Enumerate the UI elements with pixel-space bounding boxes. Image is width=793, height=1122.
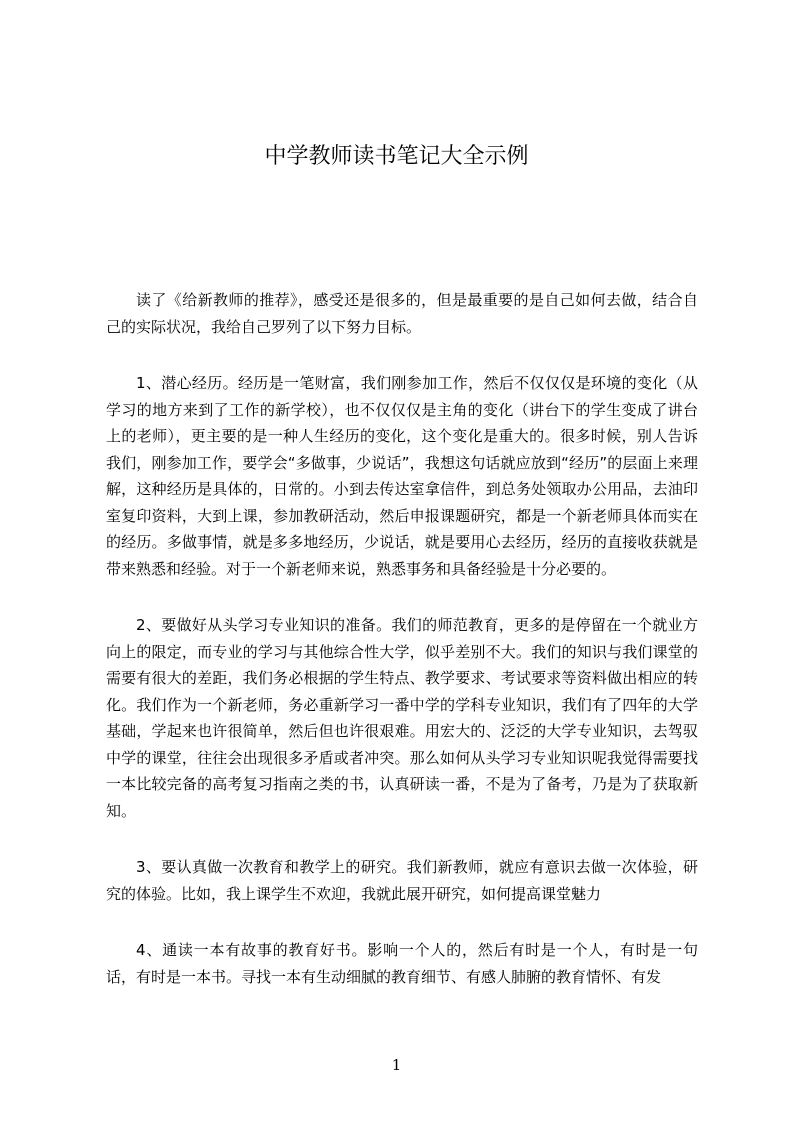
paragraph-item-4: 4、通读一本有故事的教育好书。影响一个人的，然后有时是一个人，有时是一句话，有时是一本书。寻找一本有生动细腻的教育细节、有感人肺腑的教育情怀、有发 (106, 941, 698, 986)
paragraph-item-1: 1、潜心经历。经历是一笔财富，我们刚参加工作，然后不仅仅仅是环境的变化（从学习的地方来到了工作的新学校），也不仅仅仅是主角的变化（讲台下的学生变成了讲台上的老师），更主要的是一种人生经历的变化，这个变化是重大的。很多时候，别人告诉我们，刚参加工作，要学会“多做事，少说话”，我想这句话就应放到“经历”的层面上来理解，这种经历是具体的，日常的。小到去传达室拿信件，到总务处领取办公用品，去油印室复印资料，大到上课，参加教研活动，然后申报课题研究，都是一个新老师具体而实在的经历。多做事情，就是多多地经历，少说话，就是要用心去经历，经历的直接收获就是带来熟悉和经验。对于一个新老师来说，熟悉事务和具备经验是十分必要的。 (106, 374, 698, 578)
page-number: 1 (391, 1056, 402, 1074)
paragraph-item-3: 3、要认真做一次教育和教学上的研究。我们新教师，就应有意识去做一次体验，研究的体验。比如，我上课学生不欢迎，我就此展开研究，如何提高课堂魅力 (106, 858, 698, 903)
paragraph-item-2: 2、要做好从头学习专业知识的准备。我们的师范教育，更多的是停留在一个就业方向上的限定，而专业的学习与其他综合性大学，似乎差别不大。我们的知识与我们课堂的需要有很大的差距，我们务必根据的学生特点、教学要求、考试要求等资料做出相应的转化。我们作为一个新老师，务必重新学习一番中学的学科专业知识，我们有了四年的大学基础，学起来也许很简单，然后但也许很艰难。用宏大的、泛泛的大学专业知识，去驾驭中学的课堂，往往会出现很多矛盾或者冲突。那么如何从头学习专业知识呢我觉得需要找一本比较完备的高考复习指南之类的书，认真研读一番，不是为了备考，乃是为了获取新知。 (106, 616, 698, 820)
document-body (106, 287, 698, 1020)
document-title: 中学教师读书笔记大全示例 (264, 144, 529, 169)
paragraph-intro: 读了《给新教师的推荐》，感受还是很多的，但是最重要的是自己如何去做，结合自己的实际状况，我给自己罗列了以下努力目标。 (106, 291, 698, 336)
